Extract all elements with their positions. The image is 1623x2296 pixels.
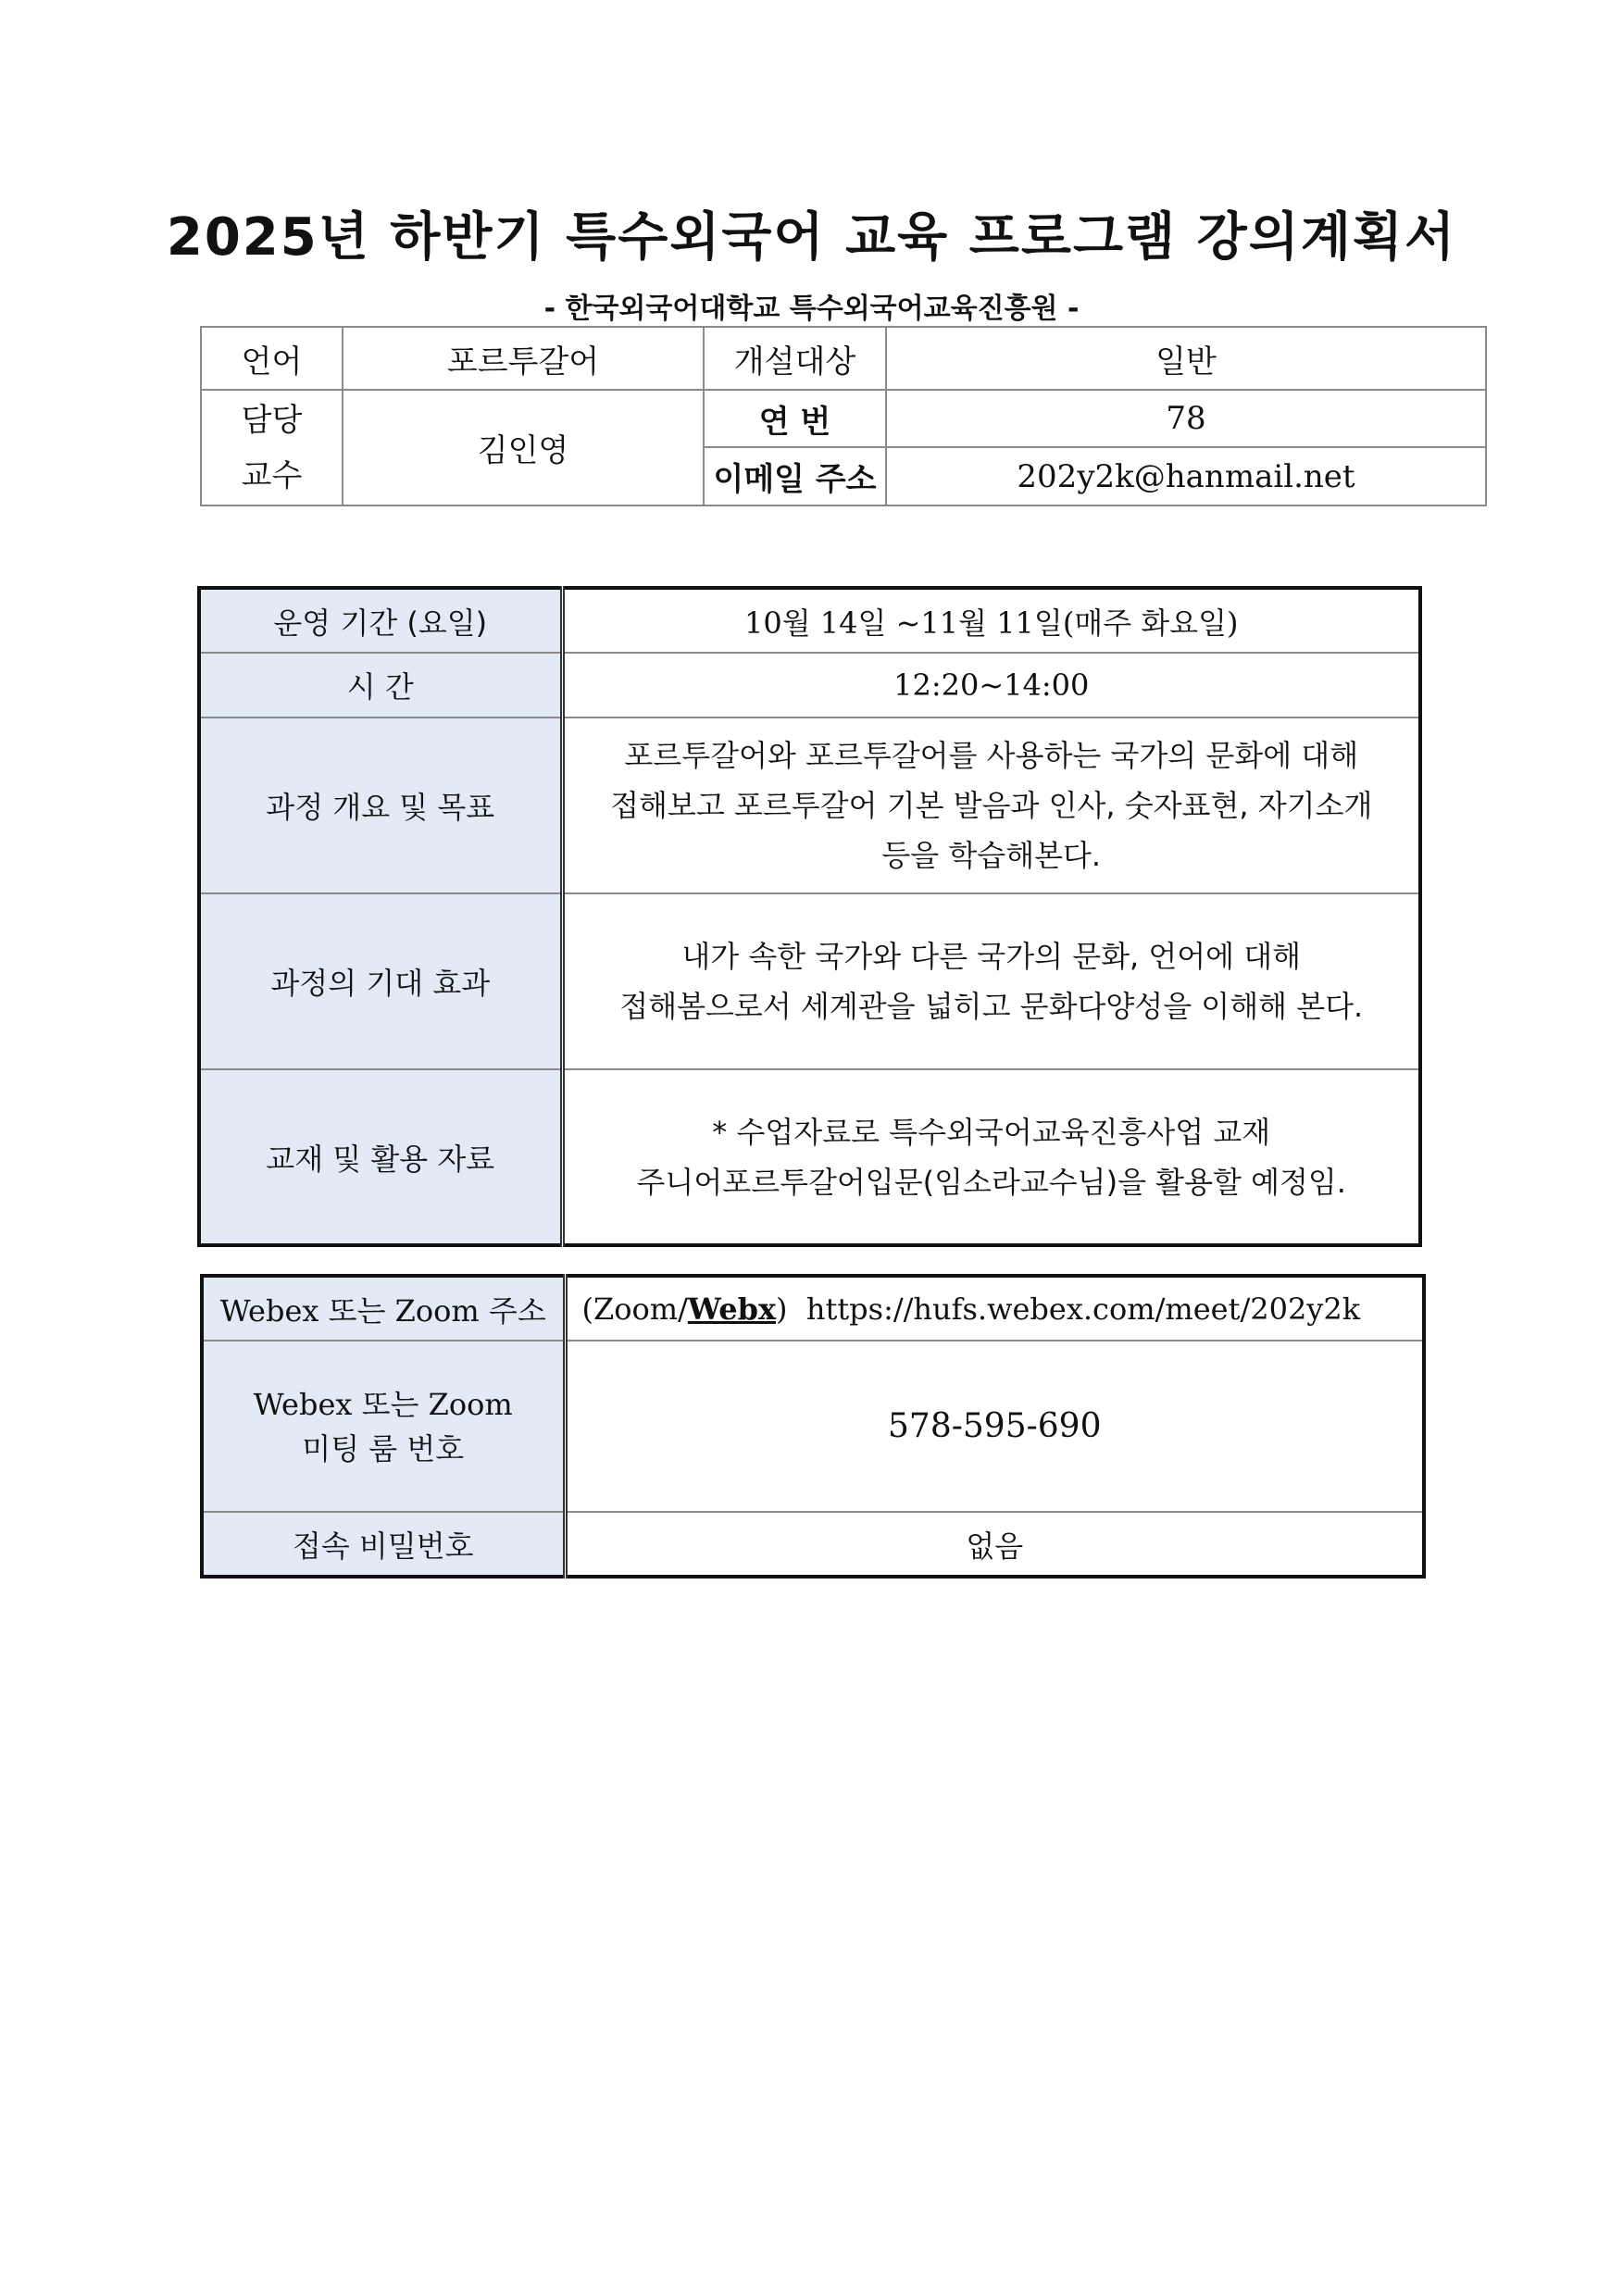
page-title: 2025년 하반기 특수외국어 교육 프로그램 강의계획서 — [166, 207, 1457, 268]
effect-line: 내가 속한 국가와 다른 국가의 문화, 언어에 대해 — [681, 939, 1302, 974]
contact-label: 연 번 — [704, 390, 886, 447]
email-value: 202y2k@hanmail.net — [886, 447, 1486, 505]
time-value: 12:20~14:00 — [562, 653, 1420, 718]
email-label: 이메일 주소 — [704, 447, 886, 505]
professor-value: 김인영 — [343, 390, 704, 505]
address-close: ) — [776, 1291, 788, 1327]
overview-line: 등을 학습해본다. — [881, 838, 1102, 873]
period-label: 운영 기간 (요일) — [199, 588, 562, 653]
address-value — [565, 1276, 1424, 1341]
address-webx: Webx — [687, 1291, 777, 1327]
overview-line: 접해보고 포르투갈어 기본 발음과 인사, 숫자표현, 자기소개 — [610, 788, 1373, 823]
effect-value — [562, 893, 1420, 1069]
meeting-link[interactable]: https://hufs.webex.com/meet/202y2k — [805, 1291, 1361, 1327]
time-label: 시 간 — [199, 653, 562, 718]
room-label — [202, 1341, 565, 1512]
password-value: 없음 — [565, 1512, 1424, 1577]
language-label: 언어 — [201, 327, 343, 390]
room-label-line1: Webex 또는 Zoom — [253, 1386, 513, 1422]
contact-value: 78 — [886, 390, 1486, 447]
room-label-line2: 미팅 룸 번호 — [302, 1430, 465, 1466]
info-table — [200, 326, 1487, 506]
overview-label: 과정 개요 및 목표 — [199, 718, 562, 893]
professor-label-line1: 담당 — [241, 401, 303, 439]
professor-label-line2: 교수 — [241, 456, 303, 494]
target-label: 개설대상 — [704, 327, 886, 390]
materials-label: 교재 및 활용 자료 — [199, 1069, 562, 1245]
materials-line: * 수업자료로 특수외국어교육진흥사업 교재 — [712, 1114, 1271, 1150]
target-value: 일반 — [886, 327, 1486, 390]
overview-value — [562, 718, 1420, 893]
language-value: 포르투갈어 — [343, 327, 704, 390]
page-subtitle: - 한국외국어대학교 특수외국어교육진흥원 - — [543, 293, 1080, 325]
overview-line: 포르투갈어와 포르투갈어를 사용하는 국가의 문화에 대해 — [624, 738, 1359, 773]
room-value: 578-595-690 — [565, 1341, 1424, 1512]
online-table — [200, 1274, 1426, 1578]
materials-line: 주니어포르투갈어입문(임소라교수님)을 활용할 예정임. — [636, 1164, 1346, 1200]
materials-value — [562, 1069, 1420, 1245]
course-table — [197, 586, 1422, 1247]
period-value: 10월 14일 ~11월 11일(매주 화요일) — [562, 588, 1420, 653]
address-prefix: (Zoom/ — [581, 1291, 688, 1327]
address-label: Webex 또는 Zoom 주소 — [202, 1276, 565, 1341]
professor-label — [201, 390, 343, 505]
password-label: 접속 비밀번호 — [202, 1512, 565, 1577]
effect-label: 과정의 기대 효과 — [199, 893, 562, 1069]
effect-line: 접해봄으로서 세계관을 넓히고 문화다양성을 이해해 본다. — [619, 989, 1364, 1024]
